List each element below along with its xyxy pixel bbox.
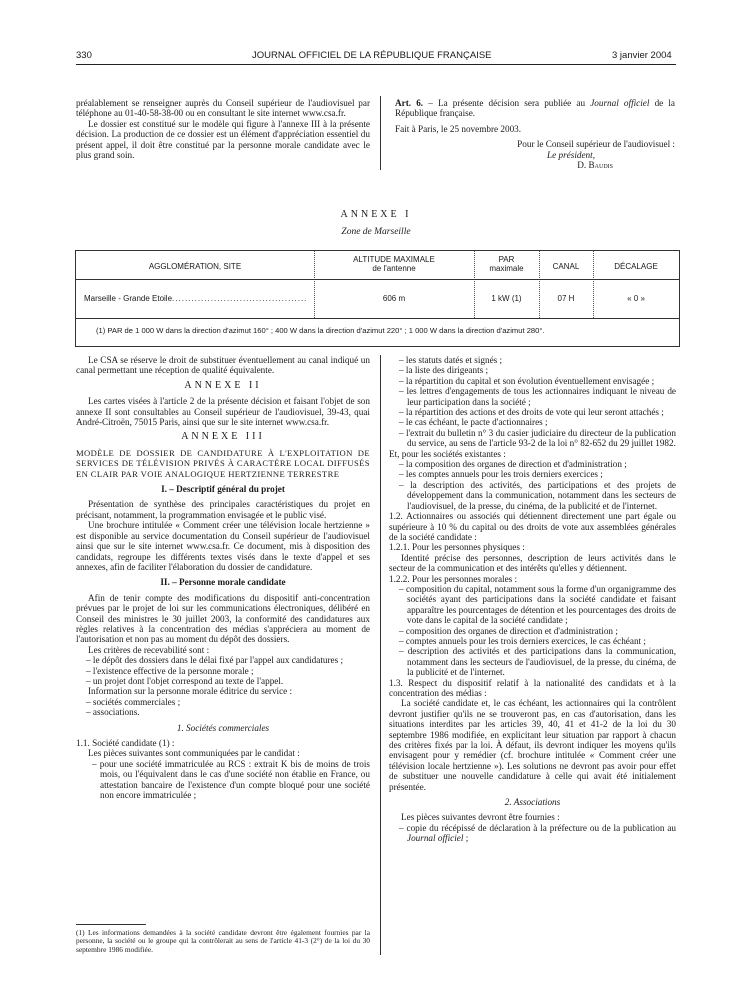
paragraph: Une brochure intitulée « Comment créer une télévision locale hertzienne » est disponible au service documentation du Conseil supérieur de l'audiovisuel ainsi que sur le site internet www.csa.fr. Ce document, mis à disposition des candidats, regroupe les différents textes visés dans le texte d'appel et ses annexes, afin de faciliter l'élaboration du dossier de candidature. xyxy=(76,520,370,572)
paragraph: Les critères de recevabilité sont : xyxy=(88,644,210,655)
paragraph: Afin de tenir compte des modifications du dispositif anti-concentration prévues par le projet de loi sur les communications électroniques, délibéré en Conseil des ministres le 30 juillet 2003, la conformité des candidatures aux règles relatives à la concentration des médias s'appréciera au moment de l'autorisation et non pas au moment du dépôt des dossiers. xyxy=(76,592,370,645)
list-item: – la répartition du capital et son évolution éventuellement envisagée ; xyxy=(399,375,655,386)
annexe-2-title: ANNEXE II xyxy=(184,379,262,391)
list-item: – la description des activités, des participations et des projets de développement dans la communication, notamment dans les secteurs de l'audiovisuel, de la presse, du cinéma, de la publicité et de l'internet. xyxy=(399,479,676,511)
list-item: – associations. xyxy=(86,707,140,718)
paragraph: Le CSA se réserve le droit de substituer éventuellement au canal indiqué un canal permettant une réception de qualité équivalente. xyxy=(76,355,370,376)
list-item: – l'existence effective de la personne morale ; xyxy=(86,665,254,676)
list-item: – sociétés commerciales ; xyxy=(86,696,181,707)
header-par: PAR xyxy=(498,255,515,264)
paragraph: Et, pour les sociétés existantes : xyxy=(389,448,506,459)
paragraph: Les pièces suivantes devront être fournies : xyxy=(401,812,560,823)
issue-date: 3 janvier 2004 xyxy=(612,50,672,61)
list-item: – les statuts datés et signés ; xyxy=(399,355,503,365)
list-item: – pour une société immatriculée au RCS : extrait K bis de moins de trois mois, ou l'équivalent dans le cas d'une société non établie en France, ou attestation bancaire de l'existence d'un compte bloqué pour une société non encore immatriculée ; xyxy=(92,758,370,801)
left-column xyxy=(76,355,370,800)
journal-title: JOURNAL OFFICIEL DE LA RÉPUBLIQUE FRANÇAISE xyxy=(252,50,492,61)
associations-title: 2. Associations xyxy=(504,797,561,808)
paragraph: Identité précise des personnes, description de leurs activités dans le secteur de la communication et des intérêts qu'elles y détiennent. xyxy=(389,552,676,574)
subsection-1-2: 1.2. Actionnaires ou associés qui détiennent directement une part égale ou supérieure à 10 % du capital ou des droits de vote aux assemblées générales de la société candidate : xyxy=(389,511,676,542)
column-divider xyxy=(380,355,381,955)
header-rule xyxy=(76,64,676,65)
footnote: (1) Les informations demandées à la société candidate devront être également fournies par la personne, la société ou le groupe qui la contrôlerait au sens de l'article 41-3 (2°) de la loi du 30 septembre 1986 modifiée. xyxy=(76,928,370,954)
article-end: de la République française. xyxy=(395,98,676,119)
societes-title: 1. Sociétés commerciales xyxy=(176,722,270,733)
section-2-title: II. – Personne morale candidate xyxy=(160,577,286,588)
header-altitude: ALTITUDE MAXIMALE xyxy=(353,255,435,264)
header-site: AGGLOMÉRATION, SITE xyxy=(148,262,242,271)
header-canal: CANAL xyxy=(552,262,580,271)
row-par: 1 kW (1) xyxy=(491,294,522,303)
list-item: – le cas échéant, le pacte d'actionnaires ; xyxy=(399,417,548,428)
signatory-title: Le président, xyxy=(547,149,595,160)
paragraph: préalablement se renseigner auprès du Conseil supérieur de l'audiovisuel par téléphone au 01-40-58-38-00 ou en consultant le site internet www.csa.fr. xyxy=(76,98,370,119)
header-decalage: DÉCALAGE xyxy=(614,262,658,271)
annexe-1-title: ANNEXE I xyxy=(340,209,412,220)
subsection-1-2-2: 1.2.2. Pour les personnes morales : xyxy=(389,573,518,584)
section-1-title: I. – Descriptif général du projet xyxy=(161,484,285,495)
list-item: – description des activités et des participations dans la communication, notamment dans les secteurs de l'audiovisuel, de la presse, du cinéma, de la publicité et de l'internet. xyxy=(399,646,676,678)
list-item: – comptes annuels pour les trois derniers exercices, le cas échéant ; xyxy=(399,635,646,646)
article-text: – La présente décision sera publiée au xyxy=(423,98,591,108)
footnote-rule xyxy=(76,924,146,925)
top-right-column xyxy=(395,98,675,170)
journal-name: Journal officiel xyxy=(407,833,464,844)
row-site-label: Marseille - Grande Etoile xyxy=(84,294,173,303)
table-note: (1) PAR de 1 000 W dans la direction d'azimut 160° ; 400 W dans la direction d'azimut 220° ; 1 000 W dans la direction d'azimut 280°. xyxy=(96,326,545,335)
paragraph: Les cartes visées à l'article 2 de la présente décision et faisant l'objet de son annexe II sont consultables au Conseil supérieur de l'audiovisuel, 39-43, quai André-Citroën, 75015 Paris, ainsi que sur le site internet www.csa.fr. xyxy=(76,396,370,428)
signature: D. Baudis xyxy=(577,160,613,171)
annexe-3-heading: MODÈLE DE DOSSIER DE CANDIDATURE À L'EXPLOITATION DE SERVICES DE TÉLÉVISION PRIVÉS À CARACTÈRE LOCAL DIFFUSÉS EN CLAIR PAR VOIE ANALOGIQUE HERTZIENNE TERRESTRE xyxy=(76,447,370,479)
subsection-1-1: 1.1. Société candidate (1) : xyxy=(76,738,175,748)
frequency-table xyxy=(75,250,680,347)
paragraph: La société candidate et, le cas échéant, les actionnaires qui la contrôlent devront justifier qu'ils ne se trouveront pas, en cas d'autorisation, dans les situations interdites par les articles 39, 40, 41 et 41-2 de la loi du 30 septembre 1986 modifiée, en explicitant leur situation par rapport à chacun des critères fixés par la loi. À défaut, ils devront indiquer les moyens qu'ils envisagent pour y remédier (cf. brochure intitulée « Comment créer une télévision locale hertzienne »). Les solutions ne devront pas avoir pour effet de substituer une nouvelle candidature à celle qui avait été initialement présentée. xyxy=(389,698,676,792)
signatory-line: Pour le Conseil supérieur de l'audiovisuel : xyxy=(517,139,675,150)
list-item: – la répartition des actions et des droits de vote qui leur seront attachés ; xyxy=(399,407,664,418)
list-item-end: ; xyxy=(463,833,469,844)
list-item: – les comptes annuels pour les trois derniers exercices ; xyxy=(399,469,603,480)
annexe-1-subtitle: Zone de Marseille xyxy=(341,227,411,237)
list-item xyxy=(389,823,676,844)
list-item: – la composition des organes de direction et d'administration ; xyxy=(399,459,627,470)
list-item: – un projet dont l'objet correspond au texte de l'appel. xyxy=(86,675,284,686)
row-canal: 07 H xyxy=(557,294,575,303)
list-item-text: – copie du récépissé de déclaration à la préfecture ou de la publication au xyxy=(399,822,676,833)
paragraph: Présentation de synthèse des principales caractéristiques du projet en précisant, notamment, la programmation envisagée et le public visé. xyxy=(76,499,370,520)
subsection-1-3: 1.3. Respect du dispositif relatif à la nationalité des candidats et à la concentration des médias : xyxy=(389,677,676,698)
top-left-column xyxy=(76,98,370,160)
page-number: 330 xyxy=(76,50,92,61)
list-item: – les lettres d'engagements de tous les actionnaires indiquant le niveau de leur participation dans la société ; xyxy=(399,386,676,407)
paragraph: Information sur la personne morale éditrice du service : xyxy=(88,686,293,697)
article-label: Art. 6. xyxy=(395,98,424,108)
journal-name: Journal officiel xyxy=(590,98,650,108)
header-altitude-sub: de l'antenne xyxy=(372,264,416,273)
list-item: – composition du capital, notamment sous la forme d'un organigramme des sociétés ayant des participations dans la société candidate et faisant apparaître les pourcentages de détention et les pourcentages des droits de vote dans le capital de la société candidate ; xyxy=(399,583,676,626)
column-divider xyxy=(380,96,381,170)
right-column xyxy=(389,355,676,844)
row-site: Marseille - Grande Etoile.......................................... xyxy=(84,294,308,303)
paragraph: Le dossier est constitué sur le modèle qui figure à l'annexe III à la présente décision. La production de ce dossier est un élément d'appréciation essentiel du présent appel, il doit être constitué par la personne morale candidate avec le plus grand soin. xyxy=(76,118,370,161)
header-par-sub: maximale xyxy=(489,264,524,273)
list-item: – la liste des dirigeants ; xyxy=(399,365,489,376)
list-item: – composition des organes de direction et d'administration ; xyxy=(399,625,618,636)
list-item: – le dépôt des dossiers dans le délai fixé par l'appel aux candidatures ; xyxy=(86,655,344,666)
annexe-3-title: ANNEXE III xyxy=(181,431,265,443)
subsection-1-2-1: 1.2.1. Pour les personnes physiques : xyxy=(389,542,525,553)
row-altitude: 606 m xyxy=(382,294,406,303)
row-decalage: « 0 » xyxy=(627,294,645,303)
list-item: – l'extrait du bulletin n° 3 du casier judiciaire du directeur de la publication du service, au sens de l'article 93-2 de la loi n° 82-652 du 29 juillet 1982. xyxy=(399,427,676,449)
paragraph: Les pièces suivantes sont communiquées par le candidat : xyxy=(88,748,300,759)
fait-a-paris: Fait à Paris, le 25 novembre 2003. xyxy=(395,123,522,134)
article-6 xyxy=(395,98,675,119)
